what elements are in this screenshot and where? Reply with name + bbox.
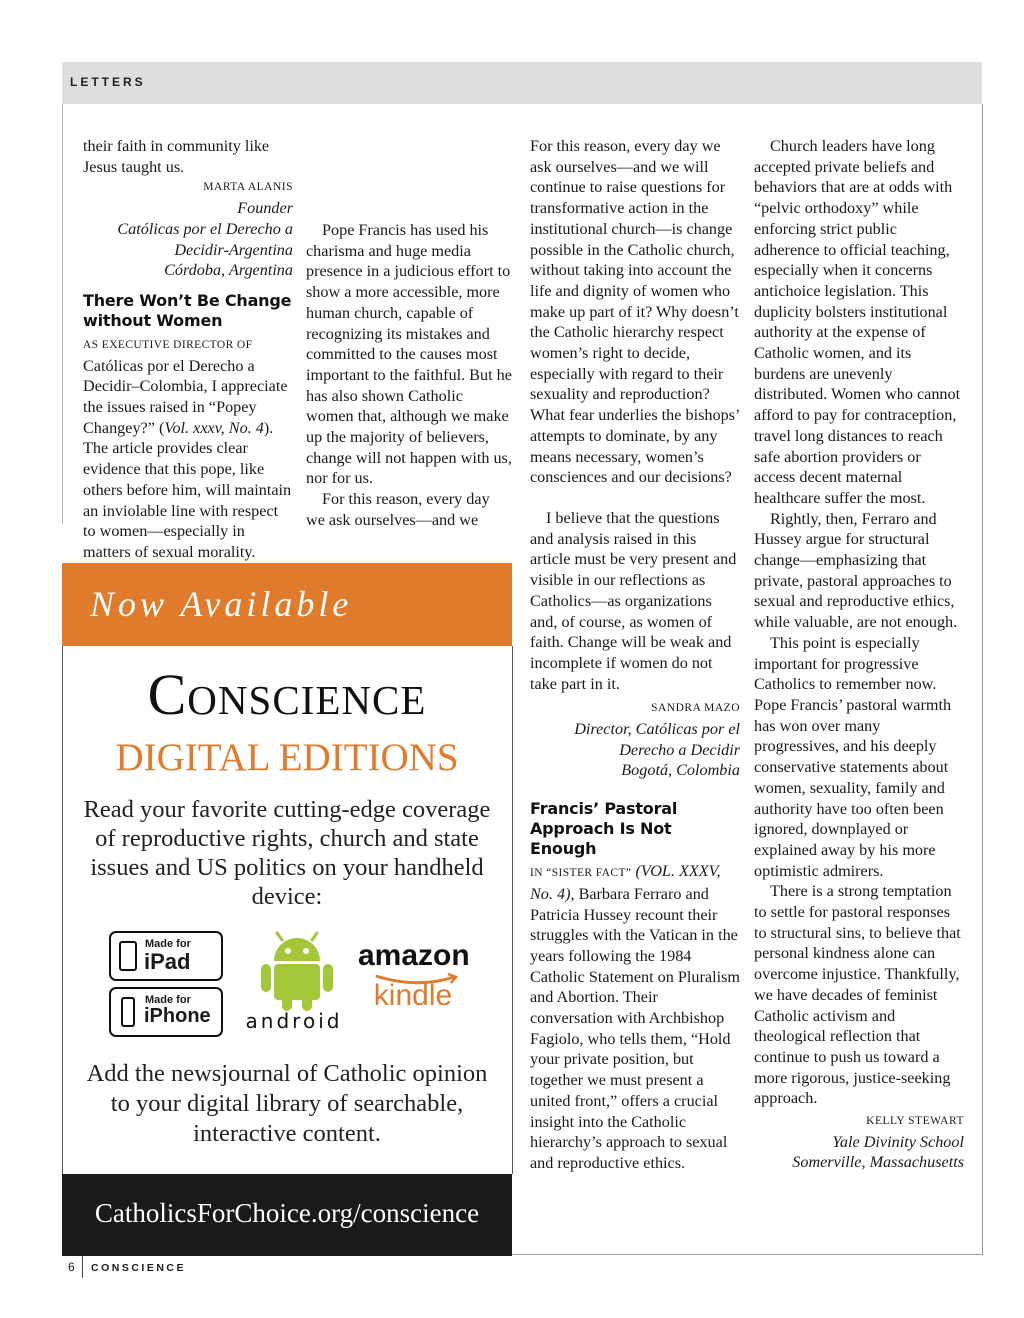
- amazon-wordmark: amazon: [358, 939, 470, 972]
- sig2-role: Director, Católicas por el Derecho a Decidir: [574, 720, 740, 759]
- iphone-icon: [121, 997, 135, 1027]
- letter2-p1a: Católicas por el Derecho a Decidir–Colombia, I appreciate the issues raised in “Popey Changey?” (: [83, 356, 288, 437]
- ipad-icon: [119, 941, 137, 971]
- letter2-smallcaps: AS EXECUTIVE DIRECTOR OF: [83, 338, 253, 351]
- sig2-name: SANDRA MAZO: [651, 702, 740, 715]
- made-for-ipad-badge[interactable]: [109, 931, 223, 981]
- letter2-p3: For this reason, every day we ask ourselves—and we will continue to raise questions for transformative action in the institutional church—is change possible in the Catholic church, without taking into account the life and dignity of women who make up part of it? Why doesn’t the Catholic hierarchy respect women’s right to decide, especially with regard to their sexuality and reproduction? What fear underlies the bishops’ attempts to dominate, by any means necessary, women’s consciences and our decisions?: [530, 137, 740, 487]
- footer-magazine-name: CONSCIENCE: [91, 1262, 187, 1274]
- ipad-badge-big: iPad: [144, 949, 191, 974]
- letter2-p1b: ). The article provides clear evidence that this pope, like others before him, will maintain an inviolable line with respect to women—especially in matters of sexual morality.: [83, 418, 292, 561]
- letter2-headline: There Won’t Be Change without Women: [83, 290, 292, 330]
- letter3-headline: Francis’ Pastoral Approach Is Not Enough: [530, 799, 678, 859]
- letter3-smallcaps: IN “SISTER FACT”: [530, 867, 632, 880]
- sig3-place: Somerville, Massachusetts: [792, 1153, 964, 1172]
- letter2-p3-start: For this reason, every day we ask ourselves—and we: [306, 490, 490, 528]
- text-column-1: [83, 136, 293, 563]
- letter2-p4: I believe that the questions and analysis raised in this article must be very present and visible in our reflections as Catholics—as organizations and, of course, as women of faith. Change will be weak and incomplete if women do not take part in it.: [530, 509, 737, 693]
- sig1-org: Católicas por el Derecho a Decidir-Argentina: [117, 219, 293, 259]
- kindle-wordmark: kindle: [373, 979, 453, 1012]
- ad-orange-band: [62, 563, 512, 646]
- letter2-p2: Pope Francis has used his charisma and huge media presence in a judicious effort to show a more accessible, more human church, capable of recognizing its mistakes and committed to the causes most important to the faithful. But he has also shown Catholic women that, although we make up the majority of believers, change will not happen with us, nor for us.: [306, 221, 512, 488]
- ad-footer-band: [62, 1174, 512, 1256]
- sig3-name: KELLY STEWART: [866, 1115, 964, 1128]
- letter2-ref: Vol. xxxv, No. 4: [164, 418, 264, 437]
- android-wordmark: android: [245, 1009, 343, 1033]
- ad-url-link[interactable]: CatholicsForChoice.org/conscience: [94, 1198, 480, 1228]
- letter1-end: their faith in community like Jesus taught us.: [83, 137, 270, 176]
- sig3-role: Yale Divinity School: [832, 1132, 964, 1151]
- made-for-iphone-badge[interactable]: [109, 987, 223, 1037]
- ad-read-text: Read your favorite cutting-edge coverage of reproductive rights, church and state issues and US politics on your handheld device:: [83, 796, 491, 910]
- text-column-4: [754, 136, 964, 1173]
- frame-rule-right: [982, 104, 983, 1254]
- letter3-ref: (VOL. XXXV, No. 4),: [530, 862, 721, 903]
- text-column-3: [530, 136, 740, 1174]
- sig2-place: Bogotá, Colombia: [621, 761, 740, 780]
- section-header-band: [62, 62, 982, 104]
- ad-title: Conscience: [147, 662, 427, 727]
- sig1-place: Córdoba, Argentina: [164, 261, 293, 280]
- iphone-badge-small: Made for: [145, 994, 191, 1006]
- frame-rule-bottom: [512, 1254, 983, 1255]
- letter3-p1: Barbara Ferraro and Patricia Hussey recount their struggles with the Vatican in the years following the 1984 Catholic Statement on Pluralism and Abortion. Their conversation with Archbishop Fagiolo, who tells them, “Hold your private position, but together we must present a united front,” offers a crucial insight into the Catholic hierarchy’s approach to sexual and reproductive ethics.: [530, 884, 740, 1172]
- letter3-p3: Rightly, then, Ferraro and Hussey argue for structural change—emphasizing that private, pastoral approaches to sexual and reproductive ethics, while valuable, are not enough.: [754, 509, 958, 632]
- column-rule-left: [62, 104, 63, 524]
- digital-editions-ad[interactable]: [62, 563, 512, 1256]
- footer-divider: [82, 1256, 83, 1278]
- ad-now-available: Now Available: [90, 584, 353, 624]
- sig1-name: MARTA ALANIS: [203, 181, 293, 194]
- page-number: 6: [68, 1260, 75, 1274]
- ad-add-text: Add the newsjournal of Catholic opinion to your digital library of searchable, interactive content.: [86, 1060, 488, 1147]
- ad-subtitle: DIGITAL EDITIONS: [115, 736, 459, 779]
- letter3-p5: There is a strong temptation to settle for pastoral responses to structural sins, to believe that personal kindness alone can overcome injustice. Thankfully, we have decades of feminist Catholic activism and theological reflection that continue to push us toward a more rigorous, justice-seeking approach.: [754, 882, 961, 1108]
- iphone-badge-big: iPhone: [144, 1005, 211, 1027]
- section-label: LETTERS: [70, 75, 146, 89]
- text-column-2: [306, 136, 512, 528]
- sig1-role: Founder: [237, 199, 293, 218]
- letter3-p2: Church leaders have long accepted private beliefs and behaviors that are at odds with “pelvic orthodoxy” while enforcing strict public adherence to official teaching, especially when it concerns antichoice legislation. This duplicity bolsters institutional authority at the expense of Catholic women, and its burdens are unevenly distributed. Women who cannot afford to pay for contraception, travel long distances to reach safe abortion providers or access decent maternal healthcare suffer the most.: [754, 137, 961, 507]
- letter3-p4: This point is especially important for progressive Catholics to remember now. Pope Francis’ pastoral warmth has won over many progressives, and his deeply conservative statements about women, sexuality, family and authority have too often been ignored, downplayed or explained away by his more optimistic admirers.: [754, 633, 952, 880]
- ipad-badge-small: Made for: [145, 938, 191, 950]
